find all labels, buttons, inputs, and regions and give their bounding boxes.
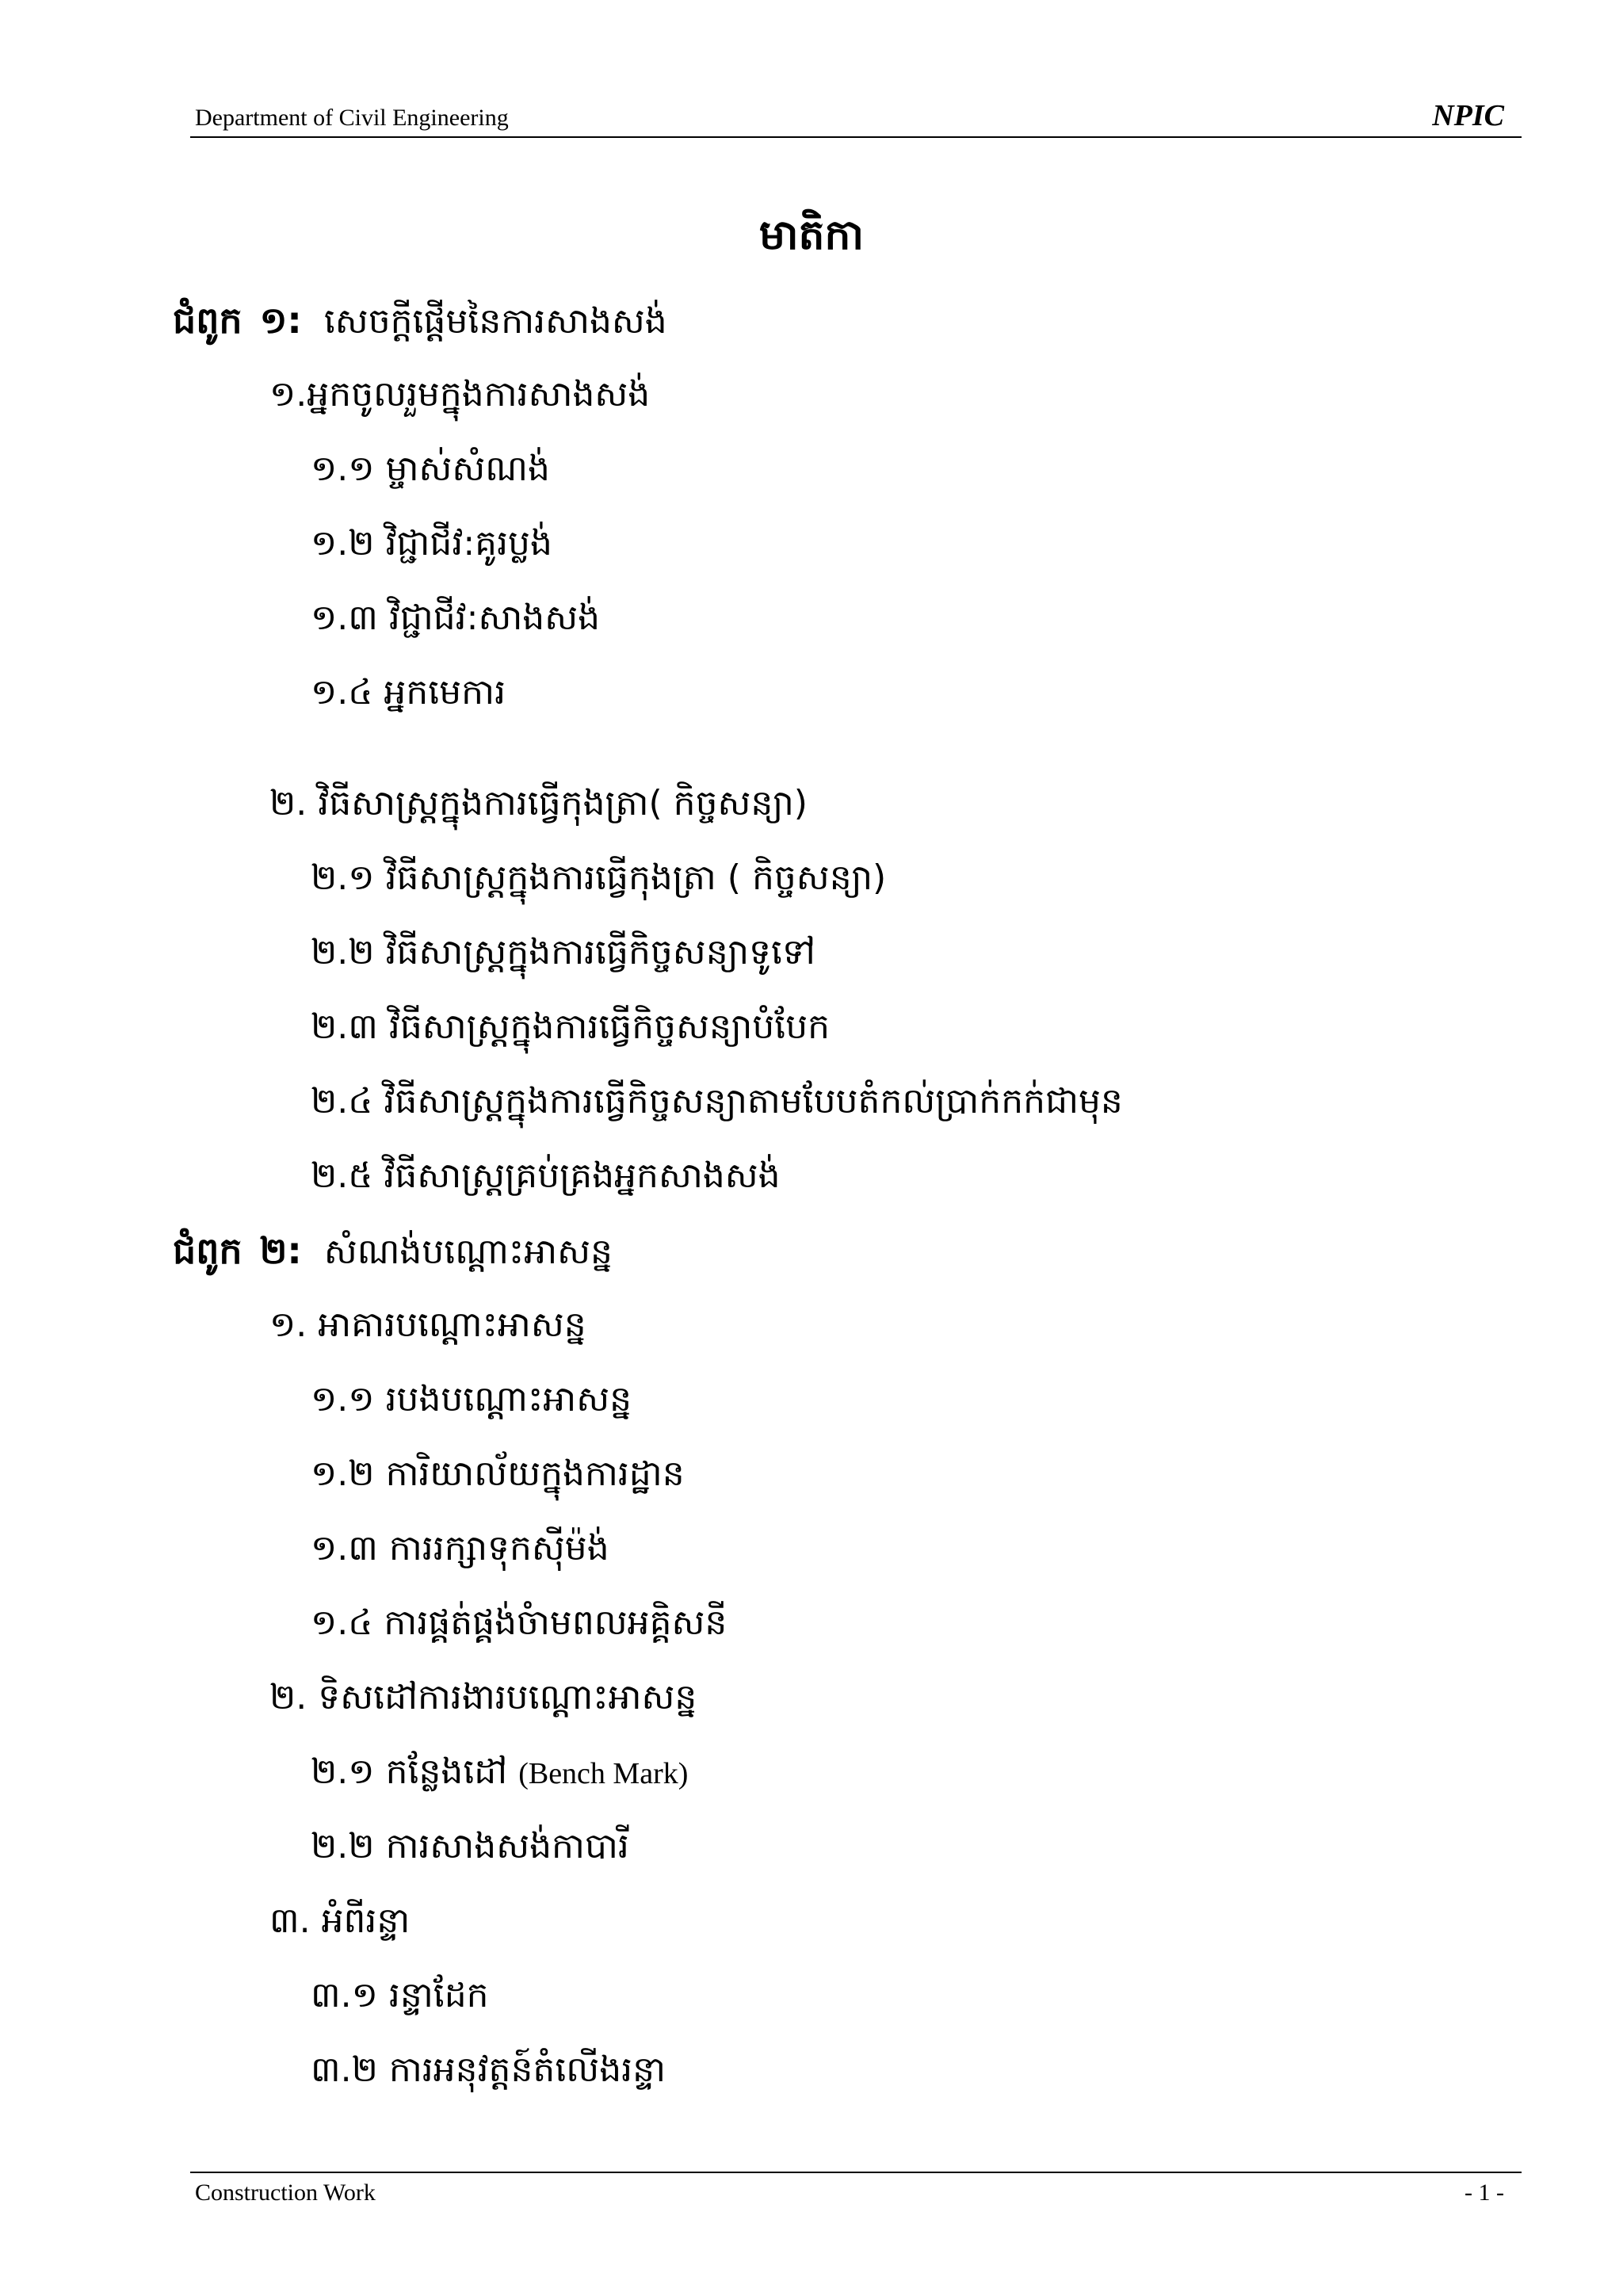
toc-subsection: ១.៤ អ្នកមេការ <box>311 672 506 712</box>
page-number: - 1 - <box>1465 2179 1504 2206</box>
chapter-1-heading <box>173 295 667 347</box>
page-footer <box>190 2172 1522 2214</box>
toc-subsection <box>311 1747 688 1799</box>
toc-section: ២. វិធីសាស្ត្រក្នុងការធ្វើកុងត្រា( កិច្ចសន្យា) <box>269 783 808 823</box>
page-title: មាតិកា <box>758 212 865 259</box>
toc-section: ២. ទិសដៅការងារបណ្តោះអាសន្ន <box>269 1677 697 1717</box>
chapter-number: ២: <box>259 1229 302 1272</box>
toc-subsection: ១.៤ ការផ្គត់ផ្គង់ចំាមពលអគ្គិសនី <box>311 1603 727 1643</box>
toc-section: ១. អាគារបណ្តោះអាសន្ន <box>269 1305 586 1345</box>
toc-subsection: ៣.១ រន្ទាដែក <box>311 1975 489 2015</box>
toc-subsection: ១.២ ការិយាល័យក្នុងការដ្ឋាន <box>311 1454 685 1494</box>
chapter-2-heading <box>173 1225 613 1278</box>
toc-subsection: ១.៣ វិជ្ជាជីវ:សាងសង់ <box>311 598 601 638</box>
toc-subsection: ២.២ ការសាងសង់កាបារី <box>311 1826 629 1866</box>
chapter-label: ជំពូក <box>173 1229 242 1272</box>
chapter-title: សេចក្តីផ្តើមនៃការសាងសង់ <box>323 301 667 342</box>
chapter-number: ១: <box>259 299 302 342</box>
toc-subsection: ២.២ វិធីសាស្ត្រក្នុងការធ្វើកិច្ចសន្យាទូទៅ <box>311 932 815 972</box>
toc-subsection: ១.២ វិជ្ជាជីវ:គូរប្លង់ <box>311 523 552 563</box>
toc-section: ១.អ្នកចូលរួមក្នុងការសាងសង់ <box>269 374 651 415</box>
toc-subsection: ៣.២ ការអនុវត្តន៍តំលើងរន្ទា <box>311 2050 666 2090</box>
toc-subsection: ២.៥ វិធីសាស្ត្រគ្រប់គ្រងអ្នកសាងសង់ <box>311 1156 781 1196</box>
toc-subsection: ២.៤ វិធីសាស្ត្រក្នុងការធ្វើកិច្ចសន្យាតាមបែបតំកល់ប្រាក់កក់ជាមុន <box>311 1081 1123 1121</box>
toc-subsection: ១.១ របងបណ្តោះអាសន្ន <box>311 1379 632 1419</box>
toc-subsection: ២.១ វិធីសាស្ត្រក្នុងការធ្វើកុងត្រា ( កិច្ចសន្យា) <box>311 858 887 898</box>
page-header <box>190 98 1522 138</box>
toc-subsection: ១.១ ម្ចាស់សំណង់ <box>311 449 550 489</box>
header-institute: NPIC <box>1432 99 1504 132</box>
footer-course: Construction Work <box>195 2179 376 2206</box>
toc-subsection-latin: (Bench Mark) <box>518 1757 689 1790</box>
toc-subsection: ២.៣ វិធីសាស្ត្រក្នុងការធ្វើកិច្ចសន្យាបំបែក <box>311 1007 831 1047</box>
chapter-label: ជំពូក <box>173 299 242 342</box>
toc-subsection-text: ២.១ កន្លែងដៅ <box>311 1752 508 1792</box>
header-department: Department of Civil Engineering <box>195 105 509 131</box>
toc-subsection: ១.៣ ការរក្សាទុកស៊ីម៉ង់ <box>311 1528 609 1568</box>
toc-section: ៣. អំពីរន្ទា <box>269 1901 411 1941</box>
chapter-title: សំណង់បណ្តោះអាសន្ន <box>323 1232 613 1272</box>
